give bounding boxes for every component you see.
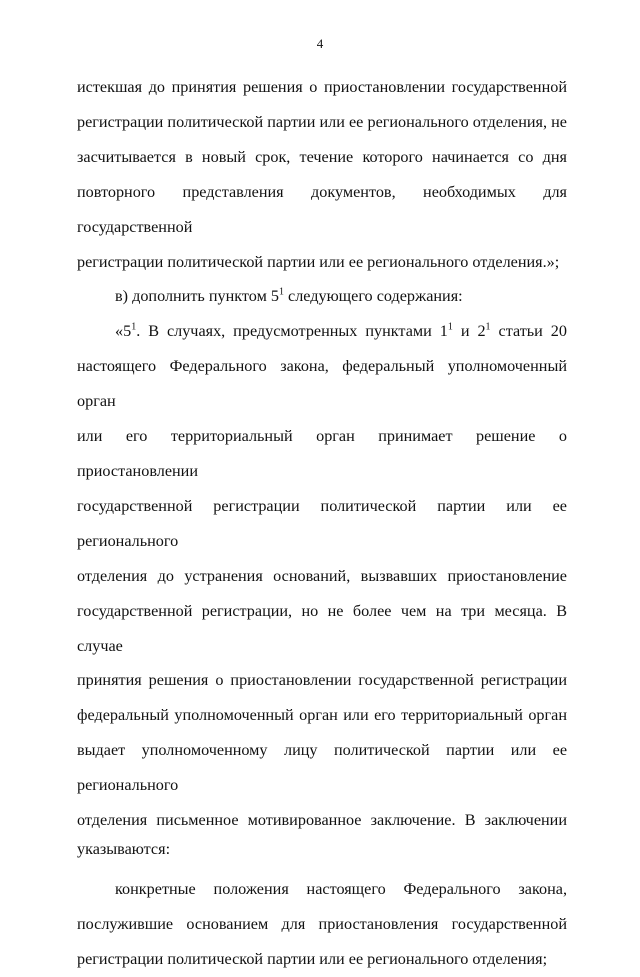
text-line: истекшая до принятия решения о приостановлении государственной	[77, 78, 567, 96]
paragraph-amendment-intro	[77, 279, 567, 314]
text-fragment: и 2	[452, 322, 486, 341]
text-fragment: «5	[115, 322, 132, 341]
text-line: регистрации политической партии или ее регионального отделения;	[77, 949, 548, 968]
text-line: принятия решения о приостановлении государственной регистрации	[77, 671, 567, 690]
text-fragment: статьи 20	[490, 322, 567, 341]
paragraph-new-clause	[77, 314, 567, 860]
text-line: регистрации политической партии или ее регионального отделения, не	[77, 112, 567, 131]
text-fragment: . В случаях, предусмотренных пунктами 1	[136, 322, 448, 341]
text-line: указываются:	[77, 839, 171, 858]
superscript: 1	[485, 321, 491, 333]
superscript: 1	[278, 287, 284, 299]
page-number: 4	[316, 36, 324, 51]
text-line: выдает уполномоченному лицу политической партии или ее регионального	[77, 741, 567, 795]
document-body	[77, 70, 567, 977]
text-line: послужившие основанием для приостановления государственной	[77, 914, 567, 933]
text-line: регистрации политической партии или ее регионального отделения.»;	[77, 252, 560, 271]
text-line: засчитывается в новый срок, течение которого начинается со дня	[77, 147, 567, 166]
text-line: или его территориальный орган принимает решение о приостановлении	[77, 427, 567, 480]
text-line: настоящего Федерального закона, федеральный уполномоченный орган	[77, 357, 567, 411]
superscript: 1	[131, 321, 137, 333]
text-line: отделения до устранения оснований, вызвавших приостановление	[77, 566, 567, 585]
text-line: государственной регистрации, но не более чем на три месяца. В случае	[77, 601, 567, 655]
paragraph-continuation	[77, 70, 567, 279]
text-fragment: следующего содержания:	[283, 287, 463, 306]
text-line: повторного представления документов, необходимых для государственной	[77, 182, 567, 236]
text-line: федеральный уполномоченный орган или его территориальный орган	[77, 706, 567, 725]
text-line: конкретные положения настоящего Федерального закона,	[115, 879, 567, 898]
text-fragment: в) дополнить пунктом 5	[115, 287, 279, 306]
text-line: государственной регистрации политической партии или ее регионального	[77, 496, 567, 550]
superscript: 1	[447, 321, 453, 333]
text-line	[77, 314, 567, 349]
paragraph-list-item	[77, 872, 567, 977]
text-line: отделения письменное мотивированное заключение. В заключении	[77, 811, 567, 830]
text-line	[77, 279, 567, 314]
